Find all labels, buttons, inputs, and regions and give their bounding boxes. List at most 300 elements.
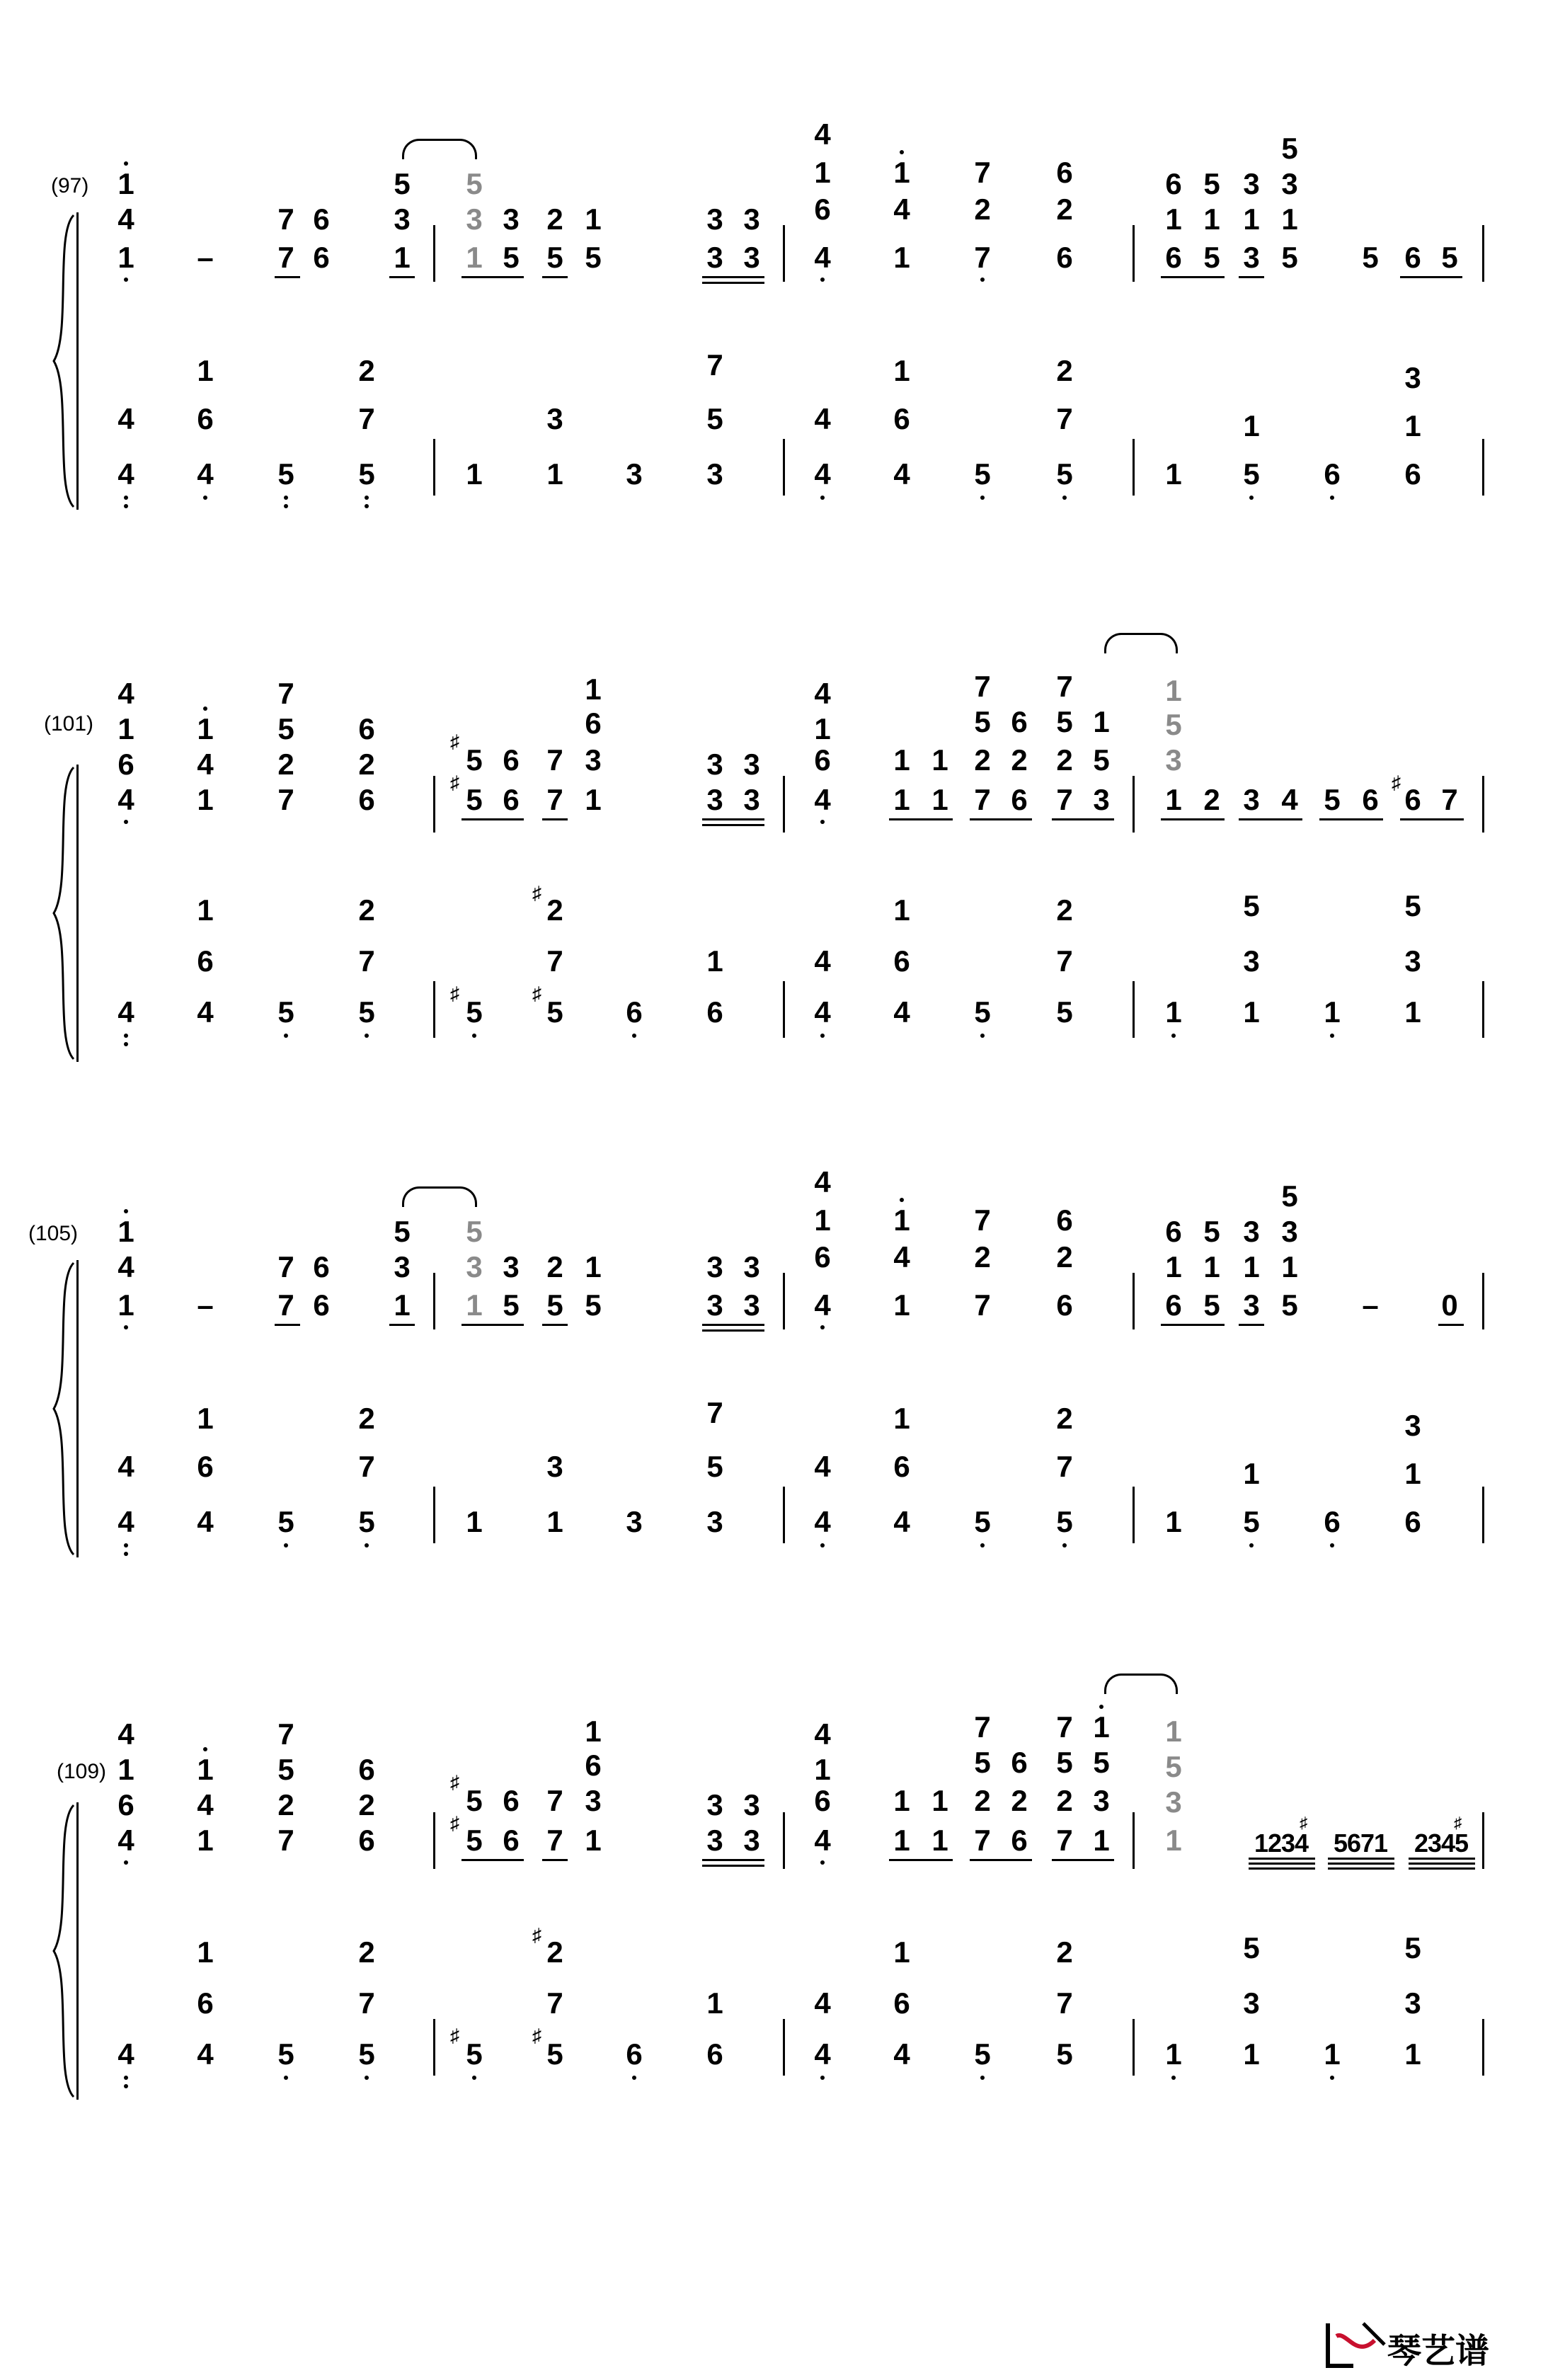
note: 1: [893, 354, 910, 387]
note: 1: [1165, 457, 1182, 491]
sharp-sign: ♯: [450, 983, 459, 1004]
note: 2: [974, 1784, 991, 1817]
note: 5: [1404, 1931, 1421, 1964]
note: 5: [277, 457, 294, 491]
note: 4: [814, 783, 831, 816]
note: 1: [893, 241, 910, 274]
note: 6: [706, 2037, 723, 2071]
beam: [1239, 1324, 1264, 1326]
note: 7: [358, 1986, 375, 2020]
note: 1: [814, 1203, 831, 1237]
note: 4: [117, 1450, 134, 1483]
note: 3: [743, 202, 760, 236]
note: 6: [313, 202, 330, 236]
note: 3: [1404, 1409, 1421, 1442]
octave-dot: [1249, 496, 1254, 500]
system-line: [76, 765, 79, 1062]
note: 7: [974, 1824, 991, 1857]
note: 1: [1243, 2037, 1260, 2071]
note: 3: [743, 1788, 760, 1821]
slur: [1104, 1674, 1178, 1694]
octave-dot: [124, 278, 128, 282]
note: 4: [197, 995, 214, 1029]
note: 1: [1093, 1710, 1110, 1744]
note: 4: [117, 402, 134, 435]
note: 5: [1281, 1179, 1298, 1213]
beam: [970, 818, 1032, 820]
octave-dot: [820, 1860, 825, 1865]
beam: [1052, 818, 1114, 820]
note: 4: [117, 457, 134, 491]
sharp-sign: ♯: [450, 2025, 459, 2046]
note: 6: [1165, 1215, 1182, 1248]
note: 1: [394, 241, 411, 274]
note: 2: [1056, 1402, 1073, 1435]
note: 3: [1243, 1986, 1260, 2020]
beam: [1239, 818, 1302, 820]
sharp-sign: ♯: [450, 1771, 459, 1792]
barline: [1133, 1273, 1135, 1329]
note: 6: [197, 402, 214, 435]
octave-dot: [124, 1042, 128, 1046]
note: 1: [117, 167, 134, 200]
note: 1: [466, 457, 483, 491]
sharp-sign: ♯: [532, 1924, 541, 1945]
note: 7: [546, 743, 563, 777]
note: 3: [466, 1250, 483, 1283]
octave-dot: [1099, 1705, 1103, 1709]
note: 2: [277, 1788, 294, 1821]
note: 7: [1056, 783, 1073, 816]
note: 1: [197, 354, 214, 387]
note: 4: [117, 783, 134, 816]
octave-dot: [900, 150, 904, 154]
note: 6: [1362, 783, 1379, 816]
note: 3: [1281, 1215, 1298, 1248]
barline: [783, 1812, 785, 1869]
note: 6: [1324, 457, 1341, 491]
beam: [1400, 818, 1464, 820]
note: 5: [1243, 1505, 1260, 1538]
note: 6: [626, 2037, 643, 2071]
note: 2: [1056, 1935, 1073, 1969]
note: 7: [1056, 944, 1073, 978]
note: 4: [117, 2037, 134, 2071]
beam: [542, 818, 568, 820]
sharp-sign: ♯: [532, 882, 541, 903]
note: 6: [1324, 1505, 1341, 1538]
note: 2: [1056, 193, 1073, 226]
measure-number: (101): [44, 712, 94, 736]
note: 4: [814, 241, 831, 274]
score-system-2: [0, 538, 1548, 1029]
slur: [402, 1186, 477, 1207]
barline: [783, 1487, 785, 1543]
beam: [461, 1859, 524, 1861]
note: 3: [1404, 1986, 1421, 2020]
brace-icon: [50, 765, 78, 1062]
slur: [402, 139, 477, 159]
note: 6: [1165, 167, 1182, 200]
note: 4: [893, 995, 910, 1029]
octave-dot: [632, 1034, 636, 1038]
barline: [433, 1812, 435, 1869]
note: 1: [546, 1505, 563, 1538]
note: 3: [546, 1450, 563, 1483]
note: 6: [358, 1753, 375, 1786]
note: 6: [706, 995, 723, 1029]
note: 6: [1404, 783, 1421, 816]
note: 2: [1203, 783, 1220, 816]
note: 2: [358, 354, 375, 387]
note: 1: [893, 156, 910, 189]
note: 6: [893, 1450, 910, 1483]
note: 3: [1093, 1784, 1110, 1817]
beam: [1249, 1858, 1315, 1860]
beam: [461, 818, 524, 820]
note: 5: [1203, 1215, 1220, 1248]
note: 5: [358, 1505, 375, 1538]
note: 2: [1056, 893, 1073, 927]
note: 5: [466, 2037, 483, 2071]
note: 4: [893, 2037, 910, 2071]
note: 2: [1056, 743, 1073, 777]
note: 4: [814, 995, 831, 1029]
note: 6: [1404, 241, 1421, 274]
octave-dot: [820, 2076, 825, 2080]
note: 2: [546, 1250, 563, 1283]
barline: [1482, 776, 1484, 833]
note: 5: [1056, 1746, 1073, 1779]
note: 5: [503, 1288, 520, 1322]
note: 3: [1281, 167, 1298, 200]
note: 5: [1165, 1750, 1182, 1783]
note: 5: [358, 995, 375, 1029]
octave-dot: [632, 2076, 636, 2080]
beam: [275, 1324, 300, 1326]
note: 6: [814, 193, 831, 226]
note: 1: [1093, 1824, 1110, 1857]
beam: [275, 276, 300, 278]
note: 6: [1011, 1746, 1028, 1779]
note: 3: [743, 1250, 760, 1283]
note: 5: [358, 2037, 375, 2071]
note: 7: [358, 944, 375, 978]
beam: [1328, 1858, 1394, 1860]
note: 5: [466, 167, 483, 200]
octave-dot: [124, 1034, 128, 1038]
barline: [783, 776, 785, 833]
note: 6: [197, 944, 214, 978]
note: 3: [743, 748, 760, 781]
note: 2: [1056, 354, 1073, 387]
note: 5: [1165, 708, 1182, 741]
beam: [542, 1324, 568, 1326]
note: 7: [546, 1986, 563, 2020]
octave-dot: [284, 496, 288, 500]
beam: [1249, 1863, 1315, 1865]
note: 5: [466, 995, 483, 1029]
system-line: [76, 212, 79, 510]
note: 1: [1243, 409, 1260, 442]
beam: [970, 1859, 1032, 1861]
note: 1: [893, 1824, 910, 1857]
note: 3: [1243, 783, 1260, 816]
note: 7: [546, 1784, 563, 1817]
note: 7: [974, 670, 991, 703]
barline: [433, 225, 435, 282]
note: 5: [1203, 167, 1220, 200]
note: 4: [117, 1250, 134, 1283]
note: 5671: [1333, 1829, 1388, 1858]
octave-dot: [820, 1034, 825, 1038]
note: 4: [893, 457, 910, 491]
barline: [783, 981, 785, 1038]
note: 3: [706, 202, 723, 236]
note: 1: [1243, 1457, 1260, 1490]
note: 6: [585, 706, 602, 740]
sharp-sign: ♯: [450, 1812, 459, 1833]
note: 1: [546, 457, 563, 491]
note: 3: [466, 202, 483, 236]
barline: [1482, 1273, 1484, 1329]
note: 7: [1056, 1710, 1073, 1744]
note: 3: [394, 1250, 411, 1283]
octave-dot: [820, 1543, 825, 1547]
note: –: [197, 241, 214, 274]
note: 1: [893, 1203, 910, 1237]
note: 3: [1243, 1215, 1260, 1248]
note: 3: [546, 402, 563, 435]
score-system-4: [0, 1586, 1548, 2071]
beam: [1409, 1867, 1475, 1870]
note: 6: [1404, 457, 1421, 491]
note: 6: [1056, 1203, 1073, 1237]
note: 1: [197, 1824, 214, 1857]
barline: [783, 225, 785, 282]
beam: [1319, 818, 1383, 820]
barline: [433, 981, 435, 1038]
note: 7: [1056, 1450, 1073, 1483]
note: 1234: [1254, 1829, 1309, 1858]
beam: [702, 1324, 764, 1326]
barline: [1482, 225, 1484, 282]
note: 5: [585, 241, 602, 274]
brand-name: 琴艺谱: [1387, 2331, 1490, 2371]
note: 2: [358, 1402, 375, 1435]
note: 2: [1011, 743, 1028, 777]
beam: [461, 276, 524, 278]
note: 7: [277, 783, 294, 816]
note: 3: [585, 743, 602, 777]
note: 5: [1243, 889, 1260, 922]
note: 4: [197, 1505, 214, 1538]
note: 7: [277, 1288, 294, 1322]
octave-dot: [124, 820, 128, 824]
octave-dot: [203, 496, 207, 500]
note: 6: [814, 1240, 831, 1274]
note: 5: [1056, 2037, 1073, 2071]
note: 4: [893, 1505, 910, 1538]
barline: [1482, 2019, 1484, 2076]
note: 1: [585, 1824, 602, 1857]
note: 1: [585, 202, 602, 236]
note: 4: [814, 1288, 831, 1322]
note: 4: [814, 1450, 831, 1483]
note: 6: [1056, 241, 1073, 274]
note: 1: [585, 783, 602, 816]
note: 7: [358, 1450, 375, 1483]
note: 4: [197, 2037, 214, 2071]
note: 1: [893, 1935, 910, 1969]
note: 1: [706, 944, 723, 978]
note: 6: [1011, 1824, 1028, 1857]
beam: [1239, 276, 1264, 278]
note: 2: [546, 893, 563, 927]
note: 6: [358, 783, 375, 816]
note: 1: [1165, 1824, 1182, 1857]
beam: [1409, 1858, 1475, 1860]
note: 3: [626, 457, 643, 491]
note: 5: [1324, 783, 1341, 816]
note: 1: [1404, 409, 1421, 442]
barline: [1133, 1812, 1135, 1869]
note: 4: [814, 1505, 831, 1538]
note: 6: [585, 1749, 602, 1782]
note: 4: [814, 457, 831, 491]
note: 4: [197, 457, 214, 491]
octave-dot: [900, 1198, 904, 1202]
note: –: [1362, 1288, 1379, 1322]
note: 5: [974, 995, 991, 1029]
note: 2: [1056, 1784, 1073, 1817]
note: 6: [503, 783, 520, 816]
note: 6: [814, 743, 831, 777]
note: 7: [277, 1717, 294, 1751]
note: 5: [466, 783, 483, 816]
note: 2: [546, 1935, 563, 1969]
note: 5: [546, 1288, 563, 1322]
note: 3: [706, 748, 723, 781]
octave-dot: [980, 2076, 985, 2080]
note: 6: [313, 1288, 330, 1322]
note: 5: [358, 457, 375, 491]
sharp-sign: ♯: [450, 731, 459, 752]
note: 7: [974, 241, 991, 274]
note: 2: [974, 193, 991, 226]
octave-dot: [1330, 2076, 1334, 2080]
note: 1: [893, 743, 910, 777]
octave-dot: [124, 2076, 128, 2080]
note: 7: [1056, 670, 1073, 703]
note: 5: [466, 1215, 483, 1248]
note: 5: [546, 241, 563, 274]
beam: [889, 818, 953, 820]
note: 1: [197, 712, 214, 745]
note: 5: [1281, 132, 1298, 165]
note: 5: [277, 712, 294, 745]
note: 5: [1093, 1746, 1110, 1779]
octave-dot: [124, 1325, 128, 1329]
note: 1: [931, 1784, 948, 1817]
note: 1: [1324, 2037, 1341, 2071]
note: 1: [893, 893, 910, 927]
note: 4: [814, 1165, 831, 1198]
note: 1: [117, 1288, 134, 1322]
octave-dot: [124, 496, 128, 500]
note: 7: [1056, 1986, 1073, 2020]
note: 2: [277, 748, 294, 781]
note: 4: [1281, 783, 1298, 816]
note: 5: [546, 2037, 563, 2071]
note: 6: [117, 1788, 134, 1821]
note: 4: [117, 995, 134, 1029]
note: 4: [117, 202, 134, 236]
note: 5: [466, 743, 483, 777]
barline: [1133, 776, 1135, 833]
note: 2: [974, 1240, 991, 1274]
beam: [1052, 1859, 1114, 1861]
octave-dot: [980, 278, 985, 282]
note: 5: [974, 1505, 991, 1538]
note: 3: [743, 1288, 760, 1322]
note: 5: [974, 1746, 991, 1779]
barline: [433, 1273, 435, 1329]
note: 2: [358, 748, 375, 781]
barline: [783, 439, 785, 496]
note: 6: [626, 995, 643, 1029]
note: 6: [197, 1450, 214, 1483]
note: 4: [117, 1824, 134, 1857]
brace-icon: [50, 212, 78, 510]
note: 4: [814, 1717, 831, 1751]
note: 1: [197, 1935, 214, 1969]
note: 5: [1203, 1288, 1220, 1322]
octave-dot: [124, 1543, 128, 1547]
note: 1: [931, 743, 948, 777]
note: 6: [1056, 156, 1073, 189]
note: 1: [706, 1986, 723, 2020]
note: 5: [1056, 1505, 1073, 1538]
note: 7: [974, 156, 991, 189]
note: 7: [546, 944, 563, 978]
barline: [1133, 225, 1135, 282]
note: 7: [1441, 783, 1458, 816]
note: 6: [1011, 705, 1028, 738]
note: 2: [1011, 1784, 1028, 1817]
note: 2: [358, 1935, 375, 1969]
beam: [1161, 276, 1225, 278]
note: 3: [1243, 944, 1260, 978]
note: 3: [503, 202, 520, 236]
note: 7: [706, 348, 723, 382]
note: 6: [313, 241, 330, 274]
octave-dot: [124, 161, 128, 166]
note: 7: [974, 1203, 991, 1237]
beam: [702, 276, 764, 278]
note: 5: [1281, 1288, 1298, 1322]
barline: [433, 2019, 435, 2076]
note: 1: [197, 893, 214, 927]
measure-number: (105): [28, 1222, 79, 1245]
beam: [542, 1859, 568, 1861]
note: 1: [117, 241, 134, 274]
note: 6: [197, 1986, 214, 2020]
octave-dot: [365, 496, 369, 500]
octave-dot: [124, 1209, 128, 1213]
note: 4: [814, 1824, 831, 1857]
note: 5: [277, 1753, 294, 1786]
